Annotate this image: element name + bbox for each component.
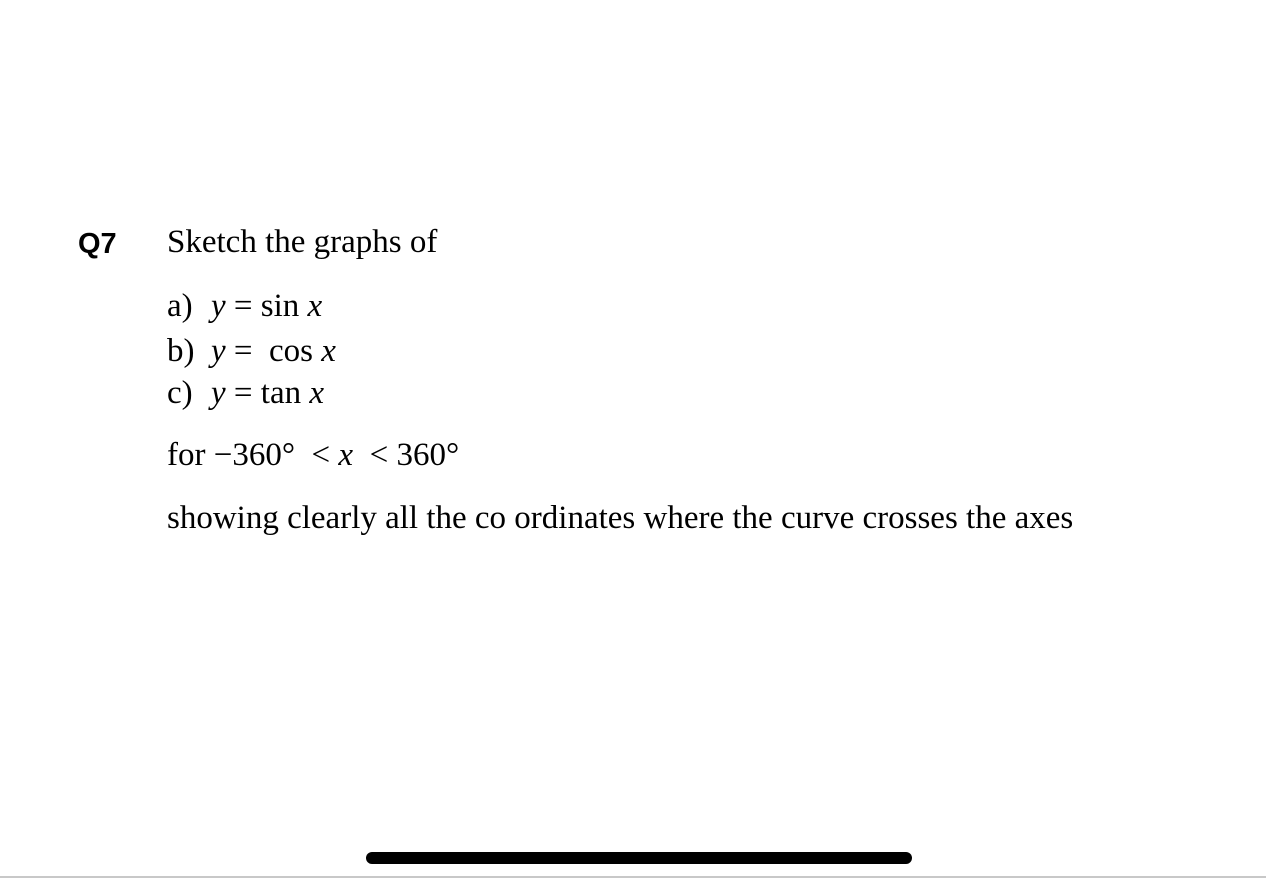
part-c-equals: = — [233, 375, 253, 411]
part-b-lhs: y — [211, 333, 226, 369]
part-b-arg: x — [321, 333, 336, 369]
part-c-label: c) — [167, 375, 193, 411]
domain-var: x — [338, 437, 354, 473]
question-number: Q7 — [78, 228, 117, 260]
part-c-lhs: y — [211, 375, 226, 411]
part-a — [167, 286, 322, 326]
domain-lower: −360° — [213, 437, 296, 473]
home-indicator[interactable] — [366, 852, 912, 864]
part-b-equals: = — [233, 333, 253, 369]
part-b-func: cos — [269, 333, 314, 369]
part-b-label: b) — [167, 333, 195, 369]
part-a-label: a) — [167, 288, 193, 324]
question-intro: Sketch the graphs of — [167, 224, 438, 260]
domain-lt-2: < — [369, 437, 389, 473]
part-a-func: sin — [260, 288, 300, 324]
domain-lt-1: < — [311, 437, 331, 473]
domain-prefix: for — [167, 437, 206, 473]
domain-line — [167, 435, 459, 475]
part-c-func: tan — [260, 375, 302, 411]
domain-upper: 360° — [396, 437, 460, 473]
part-a-arg: x — [307, 288, 323, 324]
part-b — [167, 331, 336, 371]
part-c-arg: x — [309, 375, 325, 411]
instruction-text: showing clearly all the co ordinates where the curve crosses the axes — [167, 500, 1074, 536]
part-c — [167, 373, 324, 413]
bottom-divider — [0, 876, 1266, 878]
part-a-lhs: y — [211, 288, 226, 324]
part-a-equals: = — [233, 288, 253, 324]
